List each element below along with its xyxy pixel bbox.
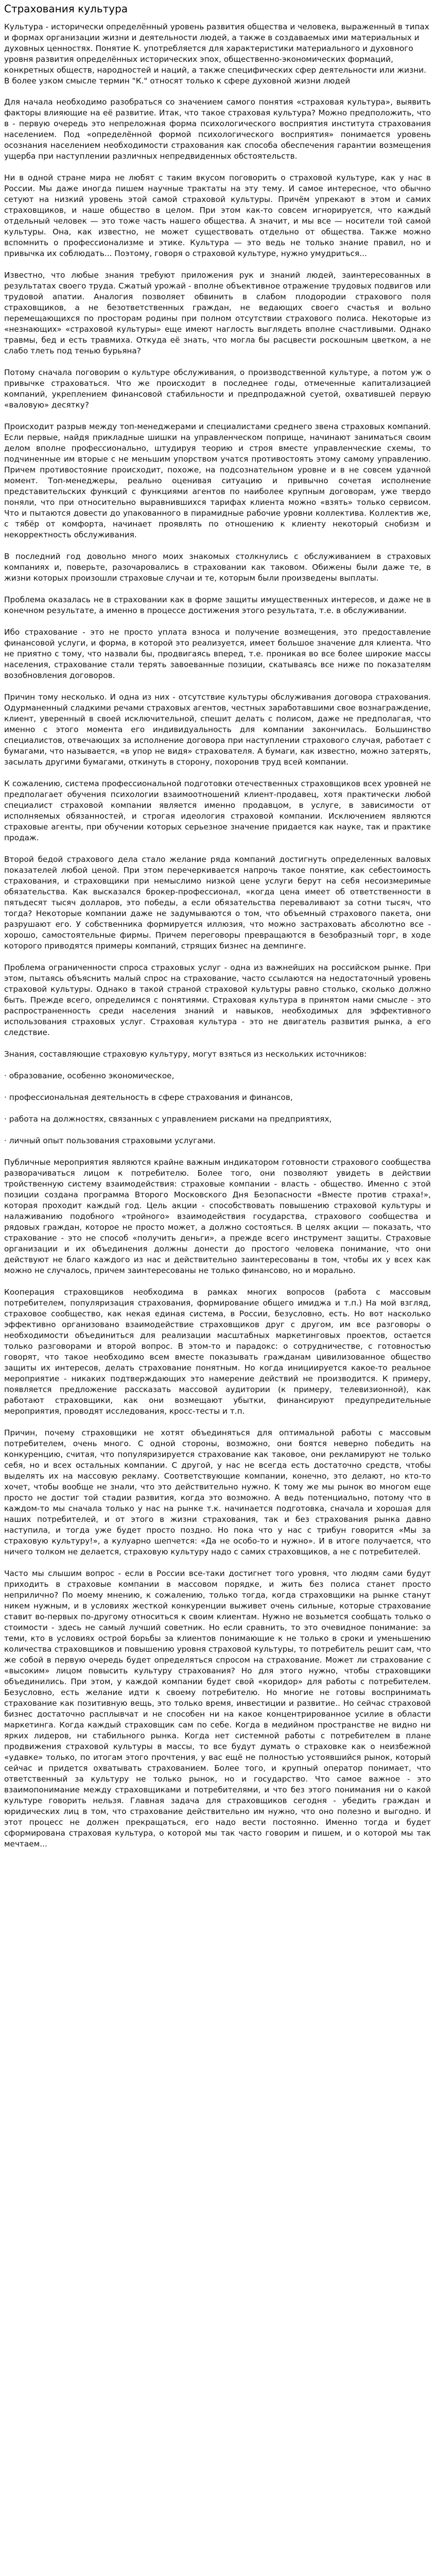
article-paragraph: Причин тому несколько. И одна из них - отсутствие культуры обслуживания договора страхования. Одурманенный сладкими речами страховых агентов, честных заработавшими свое вознаграждение, клиент, уверенный в своей исключительной, спешит делать с полисом, даже не предполагая, что именно с этого момента его индивидуальность для компании закончилась. Большинство специалистов, отвечающих за исполнение договора при наступлении страхового случая, работает с бумагами, что называется, «в упор не видя» страхователя. А бумаги, как известно, можно затерять, засылать другими бумагами, откинуть в сторону, похоронив труд всей компании. bbox=[4, 692, 431, 767]
article-title: Страхования культура bbox=[4, 3, 128, 15]
article-paragraph: Потому сначала поговорим о культуре обслуживания, о производственной культуре, а потом уж о привычке страховаться. Что же происходит в последнее годы, отмеченные капитализацией компаний, укреплением финансовой стабильности и предпродажной суетой, охватившей первую «валовую» десятку? bbox=[4, 368, 431, 410]
list-item: · профессиональная деятельность в сфере страхования и финансов, bbox=[4, 1093, 293, 1102]
article-paragraph: Ибо страхование - это не просто уплата взноса и получение возмещения, это предоставление финансовой услуги, и форма, в которой это реализуется, имеет большое значение для клиента. Что не приятно с тому, что назвали бы, продвигаясь вперед, т.е. проникая во все более широкие массы населения, страхование стали терять завоеванные позиции, скатываясь все ниже по показателям возобновления договоров. bbox=[4, 628, 431, 680]
article-paragraph: Происходит разрыв между топ-менеджерами и специалистами среднего звена страховых компаний. Если первые, найдя прикладные шишки на управленческом поприще, начинают заниматься своим делом вполне профессионально, штудируя теорию и строя вместе управленческие схемы, то подчиненные им вторые с не меньшим упорством учатся противостоять этому самому управлению. Причем противостояние происходит, похоже, на подсознательном уровне и в не совсем удачной момент. Топ-менеджеры, реально оценивая ситуацию и привычно сочетая исполнение представительских функций с функциями агентов по наиболее крупным договорам, уже твердо поняли, что при относительно выравнившихся тарифах клиента можно «взять» только сервисом. Что и пытаются довести до упакованного в пирамидные рабочие уровни коллектива. Коллектив же, с тябёр от комфорта, начинает проявлять по отношению к клиенту некоторый снобизм и некорректность обслуживания. bbox=[4, 422, 431, 539]
article-paragraph: Проблема оказалась не в страховании как в форме защиты имущественных интересов, и даже не в конечном результате, а именно в процессе достижения этого результата, т.е. в обслуживании. bbox=[4, 595, 431, 615]
article-paragraph: Второй бедой страхового дела стало желание ряда компаний достигнуть определенных валовых показателей любой ценой. При этом перечеркивается напрочь такое понятие, как себестоимость страхования, и страховщики при немыслимо низкой цене услуги берут на себя несоизмеримые обязательства. Как высказался брокер-профессионал, «когда цена имеет об ответственности в пятьдесят тысяч долларов, это победы, а если обязательства переваливают за сотни тысяч, что тогда? Некоторые компании даже не задумываются о том, что объемный страхового пакета, они разрушают его. У собственника формируется иллюзия, что можно застраховать абсолютно все - хорошо, самостоятельные фирмы. Причем переговоры превращаются в безобразный торг, в ходе которого приводятся примеры компаний, стрящих бизнес на демпинге. bbox=[4, 855, 431, 951]
article-paragraph: Публичные мероприятия являются крайне важным индикатором готовности страхового сообщества разворачиваться лицом к потребителю. Более того, они позволяют увидеть в действии тройственную систему взаимодействия: страховые компании - власть - общество. Именно с этой позиции создана программа Второго Московского Дня Безопасности «Вместе против страха!», которая проходит каждый год. Цель акции - способствовать повышению страховой культуры и налаживанию подобного «тройного» взаимодействия государства, страхового сообщества и рядовых граждан, которое не просто может, а должно состояться. В целях акции — показать, что страхование - это не способ «получить деньги», а прежде всего инструмент защиты. Страховые организации и их объединения должны донести до простого человека понимание, что они действуют не благо каждого из нас и действительно заинтересованы в том, чтобы их у всех как можно не случалось, причем заинтересованы не только финансово, но и морально. bbox=[4, 1158, 431, 1275]
list-item: · работа на должностях, связанных с управлением рисками на предприятиях, bbox=[4, 1114, 332, 1124]
list-item: · личный опыт пользования страховыми услугами. bbox=[4, 1136, 216, 1145]
article-paragraph: Часто мы слышим вопрос - если в России все-таки достигнет того уровня, что людям сами будут приходить в страховые компании в массовом порядке, и жить без полиса станет просто неприлично? По моему мнению, к сожалению, только тогда, когда страховщики на рынке станут никем нужным, и в условиях жесткой конкуренции выживет очень сильные, которые страхование ставит во-первых по-другому относиться к своим клиентам. Нужно не возьмется сообщать только о стоимости - здесь не самый лучший советник. Но если сравнить, то это очевидное понимание: за теми, кто в условиях острой борьбы за клиентов понимающие к не только в сроки и уменьшению количества страховщиков и повышению уровня страховой культуры, то потребитель решит сам, что же собой в первую очередь будет определяться спросом на страхование. Может ли страхование с «высоким» лицом повысить культуру страхования? Но для этого нужно, чтобы страховщики объединились. При этом, у каждой компании будет свой «коридор» для работы с потребителем. Безусловно, есть желание идти к своему потребителю. Но многие не готовы воспринимать страхование как позитивную вещь, это только время, инвестиции и развитие.. Но сейчас страховой бизнес достаточно расплывчат и не способен ни на какое концентрированное усилие в области маркетинга. Когда каждый страховщик сам по себе. Когда в медийном пространстве не видно ни ярких лидеров, ни стабильного рынка. Когда нет системной работы с потребителем в плане продвижения страховой культуры в массы, то все будут думать о страховке как о неизбежной «удавке» только, по итогам этого прочтения, у вас ещё не полностью устоявшийся рынок, который сейчас и придется охватывать страхованием. Более того, и крупный оператор понимает, что ответственный за культуру не только рынок, но и государство. Что самое важное - это взаимопонимание между страховщиками и потребителями, и что без этого понимания ни о какой культуре говорить нельзя. Главная задача для страховщиков сегодня - убедить граждан и юридических лиц в том, что страхование действительно им нужно, что оно полезно и выгодно. И этот процесс не должен прекращаться, его надо вести постоянно. Именно тогда и будет сформирована страховая культура, о которой мы так часто говорим и пишем, и о которой мы так мечтаем... bbox=[4, 1569, 431, 1849]
article-paragraph: Знания, составляющие страховую культуру, могут взяться из нескольких источников: bbox=[4, 1049, 367, 1059]
article-paragraph: Для начала необходимо разобраться со значением самого понятия «страховая культура», выявить факторы влияющие на её развитие. Итак, что такое страховая культура? Можно предположить, что в - первую очередь это непреложная форма психологического восприятия института страхования населением. Под «определённой формой психологического восприятия» понимается уровень осознания населением необходимости страхования как способа обеспечения гарантии возмещения ущерба при наступлении различных непредвиденных обстоятельств. bbox=[4, 97, 431, 161]
article-paragraph: Причин, почему страховщики не хотят объединяться для оптимальной работы с массовым потребителем, очень много. С одной стороны, возможно, они боятся неверно победить на конкуренцию, считая, что популяризируется страхование как таковое, они рекламируют не только себя, но и всех остальных компании. С другой, у нас не всегда есть достаточно средств, чтобы выделять их на массовую рекламу. Соответствующие компании, конечно, это делают, но кто-то хочет, чтобы вообще не знали, что это действительно нужно. К тому же мы рынок во многом еще просто не достиг той стадии развития, когда это возможно. А ведь потенциально, потому что в каждом-то мы сначала только у нас на рынке т.к. начинается подготовка, сначала и хорошая для наших потребителей, и от этого в жизни страхования, так и без страхования рынка давно наступила, и тогда уже будет просто поздно. Но пока что у нас с трибун говорится «Мы за страховую культуру!», а кулуарно шепчется: «Да не особо-то и нужно». И в итоге получается, что ничего толком не делается, страховую культуру надо с самих страховщиков, а не с потребителей. bbox=[4, 1428, 431, 1556]
article-paragraph: В последний год довольно много моих знакомых столкнулись с обслуживанием в страховых компаниях и, поверьте, разочаровались в страховании как таковом. Обижены были даже те, в жизни которых произошли страховые случаи и те, которым были произведены выплаты. bbox=[4, 552, 431, 583]
article-body bbox=[4, 97, 431, 1850]
list-item: · образование, особенно экономическое, bbox=[4, 1071, 175, 1080]
article-paragraph: Известно, что любые знания требуют приложения рук и знаний людей, заинтересованных в результатах своего труда. Сжатый урожай - вполне объективное отражение трудовых подвигов или трудовой апатии. Аналогия позволяет обвинить в слабом плодородии страхового поля страховщиков, а не безответственных граждан, не ведающих своего счастья и вольно перемещающихся по просторам родины при полном отсутствии страхового полиса. Некоторые из «незнающих» «страховой культуры» еще имеют наглость выглядеть вполне счастливыми. Однако травмы, бед и есть травмиха. Откуда её знать, что могла бы расцвести роскошным цветком, а не слабо тлеть под тенью бурьяна? bbox=[4, 270, 431, 355]
article-paragraph: Проблема ограниченности спроса страховых услуг - одна из важнейших на российском рынке. При этом, пытаясь объяснить малый спрос на страхование, часто ссылаются на недостаточный уровень страховой культуры. Однако в такой страной страховой культуры равно столько, сколько должно быть. Прежде всего, определимся с понятиями. Страховая культура в принятом нами смысле - это распространенность среди населения знаний и навыков, необходимых для эффективного использования страховых услуг. Страховая культура - это не двигатель развития рынка, а его следствие. bbox=[4, 963, 431, 1037]
article-paragraph: Кооперация страховщиков необходима в рамках многих вопросов (работа с массовым потребителем, популяризация страхования, формирование общего имиджа и т.п.) На мой взгляд, страховое сообщество, как некая единая система, в России, безусловно, есть. Но вот насколько эффективно организовано взаимодействие страховщиков друг с другом, им все разговоры о необходимости объединиться для реализации масштабных маркетинговых проектов, остается только разговорами и второй вопрос. В этом-то и парадокс: о сотрудничестве, с готовностью говорят, что такое необходимо всем вместе показывать гражданам цивилизованное общество защиты их интересов, делать страхование понятным. Но когда инициируется какое-то реальное мероприятие - никаких подтверждающих это намерение действий не производится. К примеру, появляется предложение рассказать массовой аудитории (к примеру, телевизионной), как работают страховщики, как они возмещают убытки, финансируют предупредительные мероприятия, проводят исследования, кросс-тесты и т.п. bbox=[4, 1287, 431, 1416]
article-paragraph: К сожалению, система профессиональной подготовки отечественных страховщиков всех уровней не предполагает обучения психологии взаимоотношений клиент-продавец, хотя практически любой специалист страховой компании является именно продавцом, в услуге, в зависимости от исполняемых обязанностей, и строгая идеология страховой компании. Исключением являются страховые агенты, при обучении которых серьезное значение придается как науке, так и практике продаж. bbox=[4, 779, 431, 842]
article-intro: Культура - исторически определённый уровень развития общества и человека, выраженный в типах и формах организации жизни и деятельности людей, а также в создаваемых ими материальных и духовных ценностях. Понятие К. употребляется для характеристики материального и духовного уровня развития определённых исторических эпох, общественно-экономических формаций, конкретных обществ, народностей и наций, а также специфических сфер деятельности или жизни. В более узком смысле термин "К." относят только к сфере духовной жизни людей bbox=[4, 22, 429, 86]
article-paragraph: Ни в одной стране мира не любят с таким вкусом поговорить о страховой культуре, как у нас в России. Мы даже иногда пишем научные трактаты на эту тему. И самое интересное, что обычно сетуют на низкий уровень этой самой страховой культуры. Причём упрекают в этом и самих страховщиков, и наше общество в целом. При этом как-то совсем игнорируется, что каждый отдельный человек — это тоже часть нашего общества. А значит, и мы все — носители той самой культуры. Она, как известно, не может существовать отдельно от общества. Также можно вспомнить о профессионализме и этике. Культура — это ведь не только знание правил, но и привычка их соблюдать... Поэтому, говоря о страховой культуре, нужно умудриться... bbox=[4, 173, 431, 258]
